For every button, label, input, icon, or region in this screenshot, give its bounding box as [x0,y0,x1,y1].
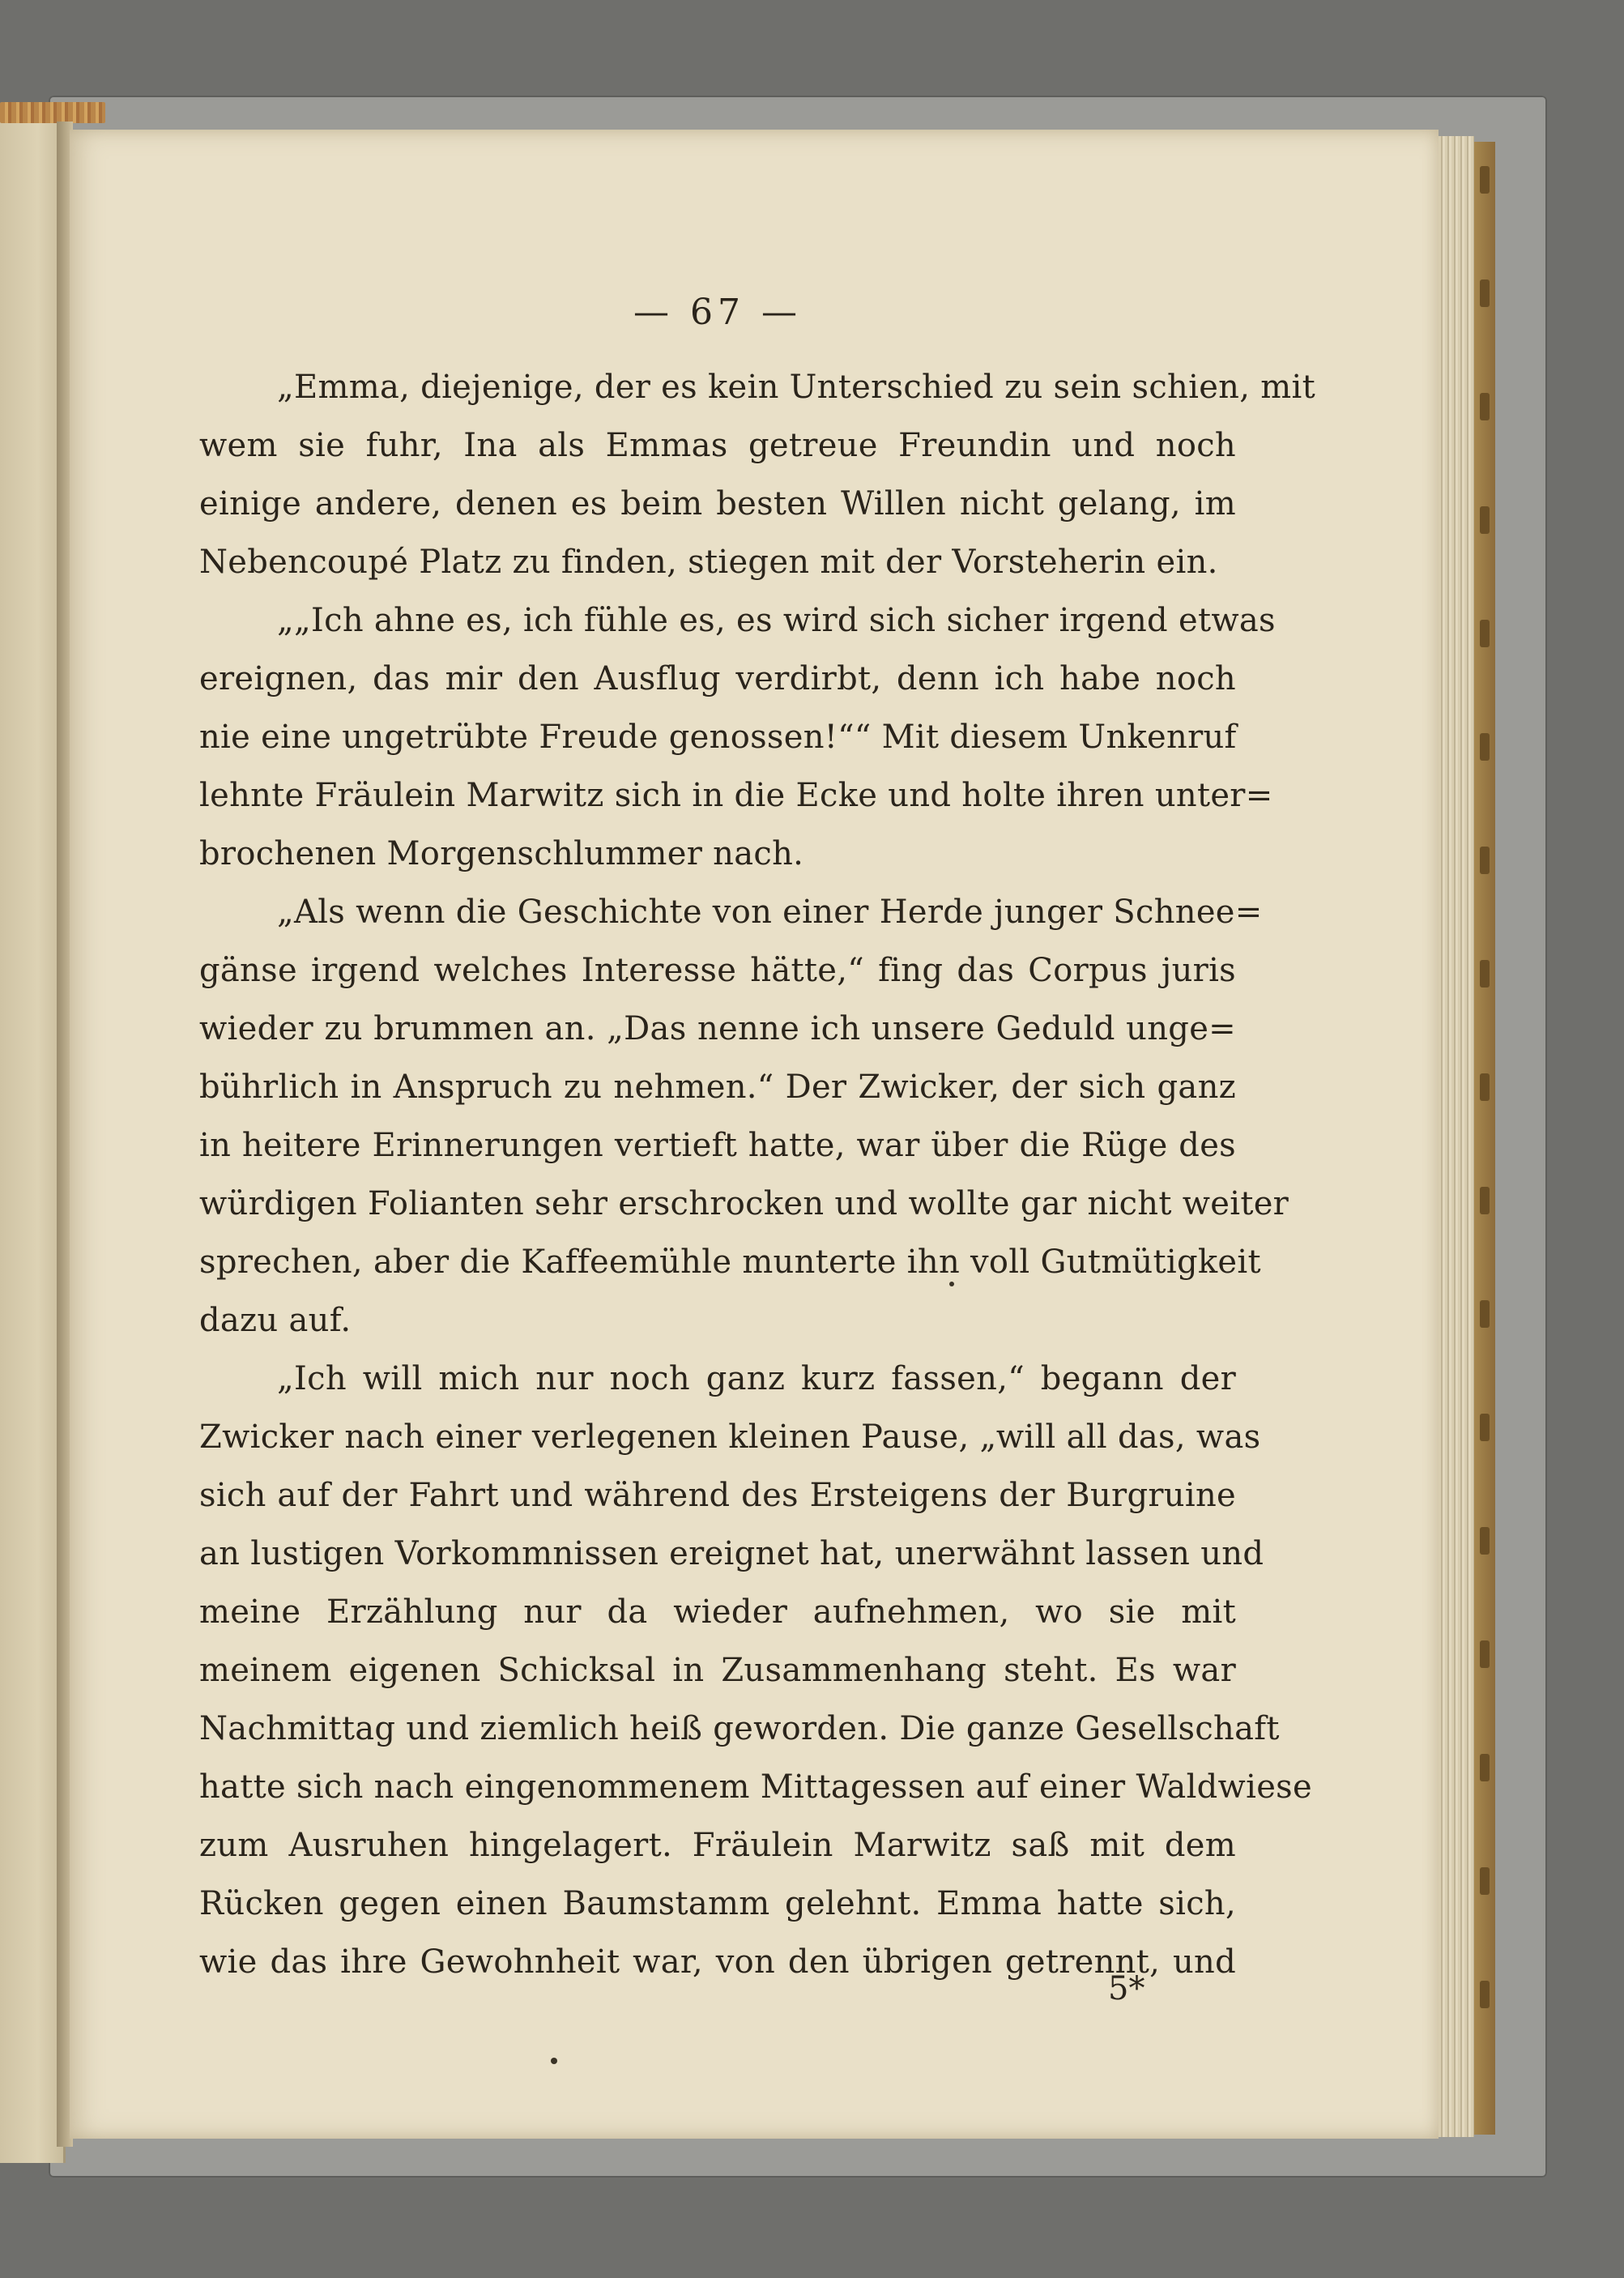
spine-notch [1480,1867,1490,1895]
text-line: „Ich will mich nur noch ganz kurz fassen,“ begann der [277,1360,1236,1397]
text-line: gänse irgend welches Interesse hätte,“ fing das Corpus juris [199,952,1236,989]
text-line: zum Ausruhen hingelagert. Fräulein Marwitz saß mit dem [199,1827,1236,1864]
text-line: würdigen Folianten sehr erschrocken und wollte gar nicht weiter [199,1185,1289,1222]
text-line: „„Ich ahne es, ich fühle es, es wird sich sicher irgend etwas [277,602,1276,639]
text-line: sich auf der Fahrt und während des Ersteigens der Burgruine [199,1477,1236,1514]
spine-notch [1480,620,1490,647]
spine-notch [1480,1300,1490,1328]
text-line: Nebencoupé Platz zu finden, stiegen mit der Vorsteherin ein. [199,544,1218,581]
spine [1474,142,1495,2135]
text-line: sprechen, aber die Kaffeemühle munterte ihn voll Gutmütigkeit [199,1244,1261,1281]
spine-notch [1480,1981,1490,2008]
page-number-header: — 67 — [633,292,802,333]
spine-notch [1480,960,1490,988]
text-line: einige andere, denen es beim besten Willen nicht gelang, im [199,485,1236,523]
text-line: Rücken gegen einen Baumstamm gelehnt. Emma hatte sich, [199,1885,1236,1922]
ink-speck [551,2058,557,2064]
spine-notch [1480,1754,1490,1781]
page-edges [1439,136,1474,2137]
spine-notch [1480,1414,1490,1441]
text-line: brochenen Morgenschlummer nach. [199,835,804,872]
text-line: „Emma, diejenige, der es kein Unterschied zu sein schien, mit [277,369,1315,406]
signature-mark: 5* [1108,1970,1145,2007]
spine-notch [1480,279,1490,307]
text-line: wem sie fuhr, Ina als Emmas getreue Freundin und noch [199,427,1236,464]
text-line: an lustigen Vorkommnissen ereignet hat, unerwähnt lassen und [199,1535,1264,1572]
text-line: bührlich in Anspruch zu nehmen.“ Der Zwicker, der sich ganz [199,1069,1236,1106]
text-line: nie eine ungetrübte Freude genossen!““ Mit diesem Unkenruf [199,719,1237,756]
text-line: dazu auf. [199,1302,352,1339]
spine-notch [1480,1187,1490,1214]
text-line: wieder zu brummen an. „Das nenne ich unsere Geduld unge= [199,1010,1236,1047]
text-line: hatte sich nach eingenommenem Mittagessen auf einer Waldwiese [199,1768,1312,1806]
spine-notch [1480,1527,1490,1555]
spine-notch [1480,733,1490,761]
binding-ribbon [0,102,105,123]
spine-notch [1480,393,1490,420]
text-line: wie das ihre Gewohnheit war, von den übrigen getrennt, und [199,1943,1236,1981]
spine-notch [1480,847,1490,874]
text-line: „Als wenn die Geschichte von einer Herde junger Schnee= [277,894,1263,931]
text-line: lehnte Fräulein Marwitz sich in die Ecke und holte ihren unter= [199,777,1273,814]
previous-page-edge [0,113,66,2163]
spine-notch [1480,506,1490,534]
text-line: ereignen, das mir den Ausflug verdirbt, denn ich habe noch [199,660,1236,697]
text-line: meine Erzählung nur da wieder aufnehmen, wo sie mit [199,1593,1236,1631]
text-line: meinem eigenen Schicksal in Zusammenhang steht. Es war [199,1652,1236,1689]
text-line: Nachmittag und ziemlich heiß geworden. Die ganze Gesellschaft [199,1710,1280,1747]
spine-notch [1480,166,1490,194]
spine-notch [1480,1640,1490,1668]
spine-notch [1480,1073,1490,1101]
ink-speck [949,1282,954,1286]
text-line: Zwicker nach einer verlegenen kleinen Pause, „will all das, was [199,1418,1261,1456]
text-line: in heitere Erinnerungen vertieft hatte, war über die Rüge des [199,1127,1236,1164]
